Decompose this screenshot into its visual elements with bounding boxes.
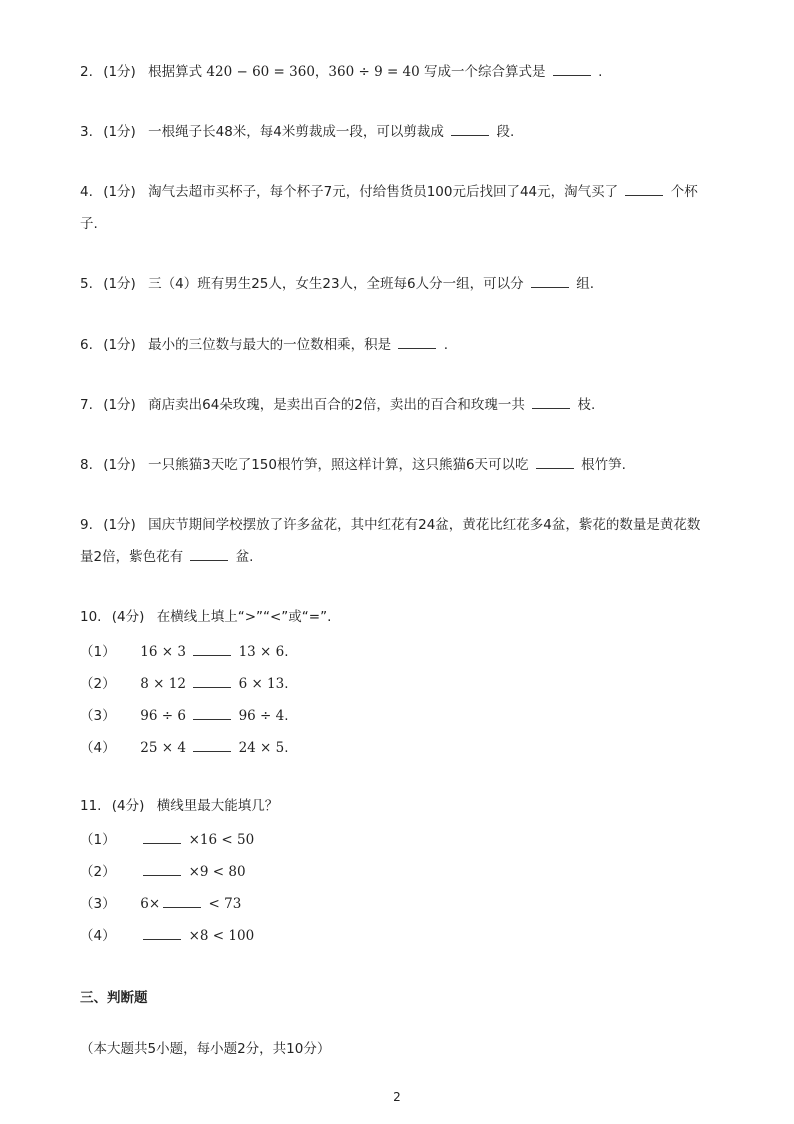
question-number: 4. bbox=[80, 184, 93, 200]
item-end: . bbox=[284, 740, 289, 756]
question-score: (4分) bbox=[111, 798, 145, 814]
item-end: . bbox=[284, 708, 289, 724]
question-7 bbox=[80, 389, 710, 421]
item-right: 24 × 5 bbox=[238, 740, 285, 756]
question-number: 9. bbox=[80, 517, 93, 533]
question-score: (1分) bbox=[103, 276, 136, 292]
section-note: （本大题共5小题，每小题2分，共10分） bbox=[80, 1041, 331, 1057]
question-text: 一根绳子长48米，每4米剪裁成一段，可以剪裁成 bbox=[148, 124, 444, 140]
question-score: (1分) bbox=[103, 64, 136, 80]
answer-blank[interactable] bbox=[193, 737, 231, 752]
question-6 bbox=[80, 329, 710, 361]
page-number: 2 bbox=[393, 1090, 401, 1104]
question-9 bbox=[80, 509, 710, 573]
question-11 bbox=[80, 790, 710, 822]
question-text: 三（4）班有男生25人，女生23人，全班每6人分一组，可以分 bbox=[148, 276, 524, 292]
q11-item-1 bbox=[80, 829, 254, 849]
q10-item-1 bbox=[80, 641, 289, 661]
q11-item-3 bbox=[80, 893, 241, 913]
question-score: (1分) bbox=[103, 337, 136, 353]
item-end: . bbox=[284, 644, 289, 660]
answer-blank[interactable] bbox=[193, 705, 231, 720]
question-number: 3. bbox=[80, 124, 93, 140]
question-number: 5. bbox=[80, 276, 93, 292]
q10-item-3 bbox=[80, 705, 289, 725]
item-index: （2） bbox=[80, 864, 116, 880]
question-number: 8. bbox=[80, 457, 93, 473]
answer-blank[interactable] bbox=[143, 829, 181, 844]
section-title: 三、判断题 bbox=[80, 990, 148, 1006]
item-end: . bbox=[284, 676, 289, 692]
answer-blank[interactable] bbox=[143, 925, 181, 940]
answer-blank[interactable] bbox=[193, 641, 231, 656]
q11-item-2 bbox=[80, 861, 246, 881]
item-index: （3） bbox=[80, 708, 116, 724]
question-score: (1分) bbox=[103, 397, 136, 413]
question-number: 10. bbox=[80, 609, 102, 625]
question-end: 段. bbox=[496, 124, 515, 140]
item-left: 16 × 3 bbox=[140, 644, 186, 660]
item-right: 96 ÷ 4 bbox=[238, 708, 285, 724]
question-score: (1分) bbox=[103, 517, 136, 533]
question-text: 根据算式 bbox=[148, 64, 203, 80]
question-5 bbox=[80, 268, 710, 300]
question-text: 一只熊猫3天吃了150根竹笋，照这样计算，这只熊猫6天可以吃 bbox=[148, 457, 529, 473]
answer-blank[interactable] bbox=[553, 61, 591, 76]
question-end: 个杯子. bbox=[80, 184, 698, 232]
question-8 bbox=[80, 449, 710, 481]
q10-item-4 bbox=[80, 737, 289, 757]
q10-item-2 bbox=[80, 673, 289, 693]
question-number: 11. bbox=[80, 798, 102, 814]
question-end: 根竹笋. bbox=[581, 457, 626, 473]
question-score: (1分) bbox=[103, 124, 136, 140]
question-2 bbox=[80, 56, 710, 88]
question-4 bbox=[80, 176, 710, 240]
item-pre: 6× bbox=[140, 896, 161, 912]
answer-blank[interactable] bbox=[193, 673, 231, 688]
question-math: 420 − 60 = 360，360 ÷ 9 = 40 bbox=[206, 64, 420, 80]
question-text: 最小的三位数与最大的一位数相乘，积是 bbox=[148, 337, 392, 353]
answer-blank[interactable] bbox=[398, 334, 436, 349]
question-end: 盆. bbox=[235, 549, 254, 565]
q11-item-4 bbox=[80, 925, 254, 945]
answer-blank[interactable] bbox=[190, 546, 228, 561]
item-right: 6 × 13 bbox=[238, 676, 285, 692]
item-post: ×9 < 80 bbox=[188, 864, 246, 880]
answer-blank[interactable] bbox=[531, 273, 569, 288]
question-text: 在横线上填上“>”“<”或“=”. bbox=[156, 609, 332, 625]
answer-blank[interactable] bbox=[536, 454, 574, 469]
item-left: 8 × 12 bbox=[140, 676, 186, 692]
item-index: （1） bbox=[80, 644, 116, 660]
question-number: 2. bbox=[80, 64, 93, 80]
item-right: 13 × 6 bbox=[238, 644, 285, 660]
question-text-2: 写成一个综合算式是 bbox=[424, 64, 546, 80]
answer-blank[interactable] bbox=[451, 121, 489, 136]
item-left: 25 × 4 bbox=[140, 740, 186, 756]
question-3 bbox=[80, 116, 710, 148]
answer-blank[interactable] bbox=[143, 861, 181, 876]
question-text: 国庆节期间学校摆放了许多盆花，其中红花有24盆，黄花比红花多4盆，紫花的数量是黄花数量2倍，紫色花有 bbox=[80, 517, 701, 565]
item-index: （2） bbox=[80, 676, 116, 692]
item-post: ×16 < 50 bbox=[188, 832, 255, 848]
question-number: 7. bbox=[80, 397, 93, 413]
question-end: 组. bbox=[576, 276, 595, 292]
item-post: < 73 bbox=[208, 896, 242, 912]
question-end: 枝. bbox=[577, 397, 596, 413]
question-score: (4分) bbox=[111, 609, 145, 625]
question-text: 横线里最大能填几？ bbox=[156, 798, 279, 814]
answer-blank[interactable] bbox=[163, 893, 201, 908]
item-post: ×8 < 100 bbox=[188, 928, 255, 944]
question-end: . bbox=[443, 337, 448, 353]
question-end: . bbox=[598, 64, 603, 80]
question-text: 淘气去超市买杯子，每个杯子7元，付给售货员100元后找回了44元，淘气买了 bbox=[148, 184, 619, 200]
question-score: (1分) bbox=[103, 457, 136, 473]
answer-blank[interactable] bbox=[625, 181, 663, 196]
question-10 bbox=[80, 601, 710, 633]
question-number: 6. bbox=[80, 337, 93, 353]
item-left: 96 ÷ 6 bbox=[140, 708, 186, 724]
answer-blank[interactable] bbox=[532, 394, 570, 409]
question-text: 商店卖出64朵玫瑰，是卖出百合的2倍，卖出的百合和玫瑰一共 bbox=[148, 397, 525, 413]
item-index: （4） bbox=[80, 740, 116, 756]
question-score: (1分) bbox=[103, 184, 136, 200]
item-index: （4） bbox=[80, 928, 116, 944]
item-index: （1） bbox=[80, 832, 116, 848]
item-index: （3） bbox=[80, 896, 116, 912]
